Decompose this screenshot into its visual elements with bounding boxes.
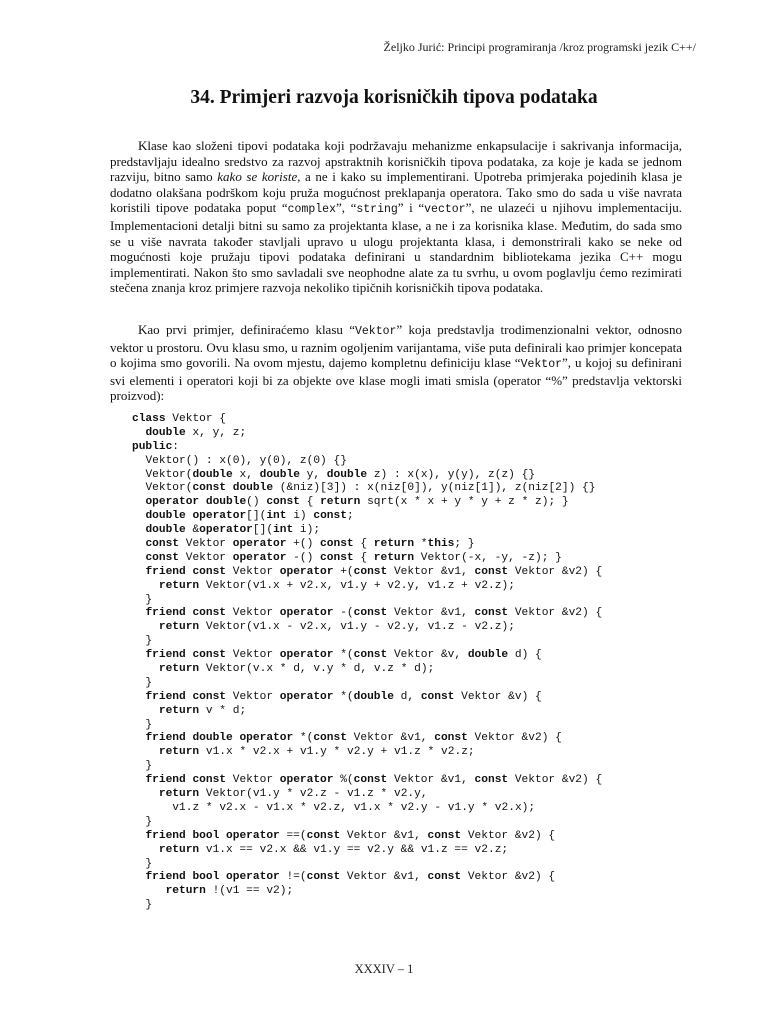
code-line: return Vektor(v.x * d, v.y * d, v.z * d); (158, 663, 435, 676)
code-line: friend const Vektor operator *(double d, const Vektor &v) { (145, 690, 542, 703)
code-line: friend const Vektor operator *(const Vektor &v, double d) { (145, 649, 542, 662)
code-line: } (132, 857, 153, 870)
p1-text-1: Klase kao složeni tipovi podataka koji podržavaju mehanizme enkapsulacije i sakrivanja informacija, predstavljaju idealno sredstvo za razvoj apstraktnih korisničkih tipova podataka, za koje je kada se jednom razviju, bitno samo (110, 138, 682, 185)
running-header: Željko Jurić: Principi programiranja /kroz programski jezik C++/ (383, 40, 696, 54)
code-line: Vektor() : x(0), y(0), z(0) {} (145, 454, 347, 467)
code-line: friend const Vektor operator %(const Vektor &v1, const Vektor &v2) { (145, 774, 603, 787)
code-line: double &operator[](int i); (145, 524, 321, 537)
code-line: } (132, 899, 153, 912)
p1-text-2: , a ne i kako su implementirani. Upotreba primjeraka pojedinih klasa je dodatno olakšana podrškom koju pruža mogućnost preklapanja operatora. Tako smo do sada u više navrata koristili tipove podataka poput “ (110, 169, 682, 216)
p2-text-1: Kao prvi primjer, definiraćemo klasu “ (138, 322, 355, 337)
code-line: return Vektor(v1.y * v2.z - v1.z * v2.y, (158, 788, 428, 801)
code-line: Vektor(const double (&niz)[3]) : x(niz[0]), y(niz[1]), z(niz[2]) {} (145, 482, 596, 495)
code-line: v1.z * v2.x - v1.x * v2.z, v1.x * v2.y - v1.y * v2.x); (172, 801, 536, 814)
p1-text-4: ” i “ (397, 200, 425, 216)
code-line: return v * d; (158, 704, 247, 717)
p1-code-string: string (356, 203, 398, 217)
code-line: return !(v1 == v2); (165, 885, 294, 898)
code-line: operator double() const { return sqrt(x * x + y * y + z * z); } (145, 496, 569, 509)
p1-code-complex: complex (287, 203, 336, 217)
code-line: } (132, 760, 153, 773)
p1-code-vector: vector (424, 203, 466, 217)
code-line: friend bool operator ==(const Vektor &v1, const Vektor &v2) { (145, 829, 556, 842)
code-line: return v1.x == v2.x && v1.y == v2.y && v1.z == v2.z; (158, 843, 509, 856)
code-line: double operator[](int i) const; (145, 510, 354, 523)
p1-text-5: ”, ne ulazeći u njihovu implementaciju. Implementacioni detalji bitni su samo za projektanta klase, a ne i za korisnika klase. Međutim, do sada smo se u više navrata također stavljali upravo u ulogu projektanta klasa, i demonstrirali kako se neke od mogućnosti koje pružaju tipovi podataka definirani u standardnim bibliotekama jezika C++ mogu implementirati. Nakon što smo savladali sve neophodne alate za tu svrhu, u ovom poglavlju ćemo rezimirati stečena znanja kroz primjere razvoja nekoliko tipičnih korisničkih tipova podataka. (110, 200, 682, 296)
code-line: } (132, 635, 153, 648)
code-line: } (132, 718, 153, 731)
code-line: } (132, 593, 153, 606)
code-line: return v1.x * v2.x + v1.y * v2.y + v1.z * v2.z; (158, 746, 475, 759)
code-line: } (132, 676, 153, 689)
chapter-title: 34. Primjeri razvoja korisničkih tipova podataka (190, 87, 598, 108)
p2-code-vektor-2: Vektor (520, 358, 563, 372)
code-line: } (132, 815, 153, 828)
p1-emphasis: kako se koriste (217, 169, 298, 185)
code-line: public: (132, 440, 180, 453)
paragraph-first-example (110, 322, 682, 404)
code-line: return Vektor(v1.x + v2.x, v1.y + v2.y, v1.z + v2.z); (158, 579, 515, 592)
code-line: friend const Vektor operator -(const Vektor &v1, const Vektor &v2) { (145, 607, 603, 620)
p2-text-2: ” koja predstavlja trodimenzionalni vektor, odnosno vektor u prostoru. Ovu klasu smo, u raznim ogoljenim varijantama, više puta definirali kao primjer koncepata o kojima smo govorili. Na ovom mjestu, dajemo kompletnu definiciju klase “ (110, 322, 682, 371)
p2-code-vektor-1: Vektor (354, 325, 397, 338)
paragraph-intro (110, 138, 682, 296)
code-line: const Vektor operator -() const { return Vektor(-x, -y, -z); } (145, 551, 562, 564)
code-line: const Vektor operator +() const { return *this; } (145, 538, 475, 551)
code-listing (132, 413, 602, 913)
p2-text-3: ”, u kojoj su definirani svi elementi i operatori koji bi za objekte ove klase mogli imati smisla (operator “%” predstavlja vektorski proizvod): (110, 355, 683, 404)
page-number: XXXIV – 1 (354, 962, 414, 976)
code-line: class Vektor { (132, 413, 227, 425)
code-line: double x, y, z; (145, 426, 247, 439)
code-line: return Vektor(v1.x - v2.x, v1.y - v2.y, v1.z - v2.z); (158, 621, 515, 634)
code-line: friend double operator *(const Vektor &v1, const Vektor &v2) { (145, 732, 562, 745)
code-line: Vektor(double x, double y, double z) : x(x), y(y), z(z) {} (145, 468, 536, 481)
code-line: friend bool operator !=(const Vektor &v1, const Vektor &v2) { (145, 871, 556, 884)
p1-text-3: ”, “ (335, 200, 357, 216)
code-line: friend const Vektor operator +(const Vektor &v1, const Vektor &v2) { (145, 565, 603, 578)
